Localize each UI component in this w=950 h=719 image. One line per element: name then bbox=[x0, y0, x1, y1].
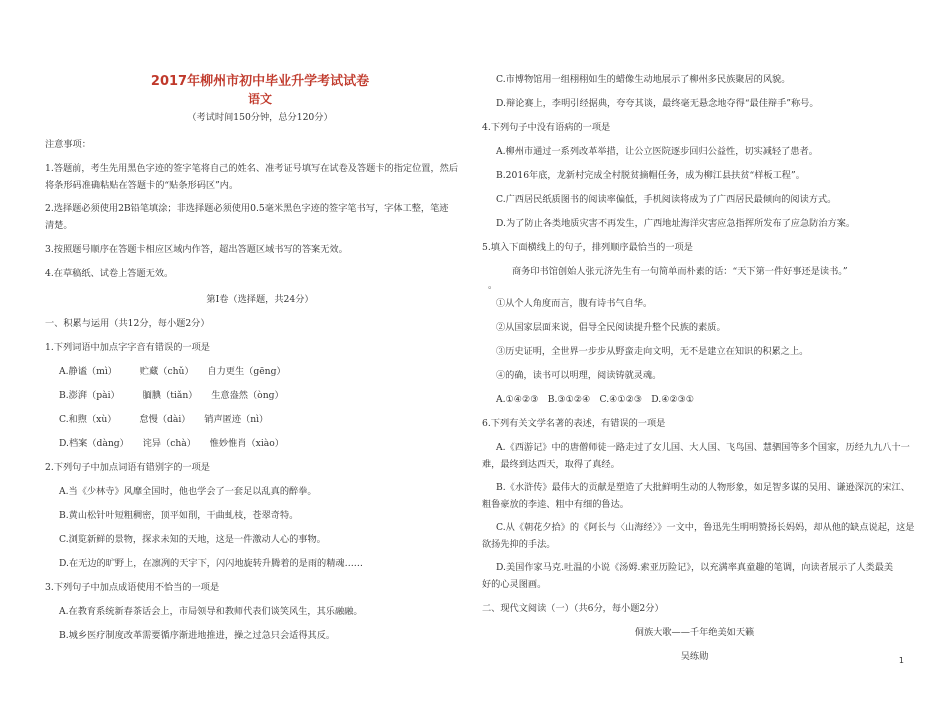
question-1-option-b: B.澎湃（pài） 腼腆（tiǎn） 生意盎然（ònɡ） bbox=[59, 390, 284, 401]
question-1-stem: 1.下列词语中加点字字音有错误的一项是 bbox=[45, 342, 210, 353]
question-2-option-a: A.当《少林寺》风靡全国时，他也学会了一套足以乱真的醉拳。 bbox=[59, 486, 317, 497]
question-6-option-d-line-1: D.美国作家马克.吐温的小说《汤姆.索亚历险记》，以充满率真童趣的笔调，向读者展示了人类最美 bbox=[496, 562, 894, 573]
exam-subject: 语文 bbox=[247, 92, 272, 106]
question-4-option-c: C.广西居民纸质图书的阅读率偏低，手机阅读将成为了广西居民最倾向的阅读方式。 bbox=[496, 194, 837, 205]
question-5-sentence-4: ④的确，读书可以明理，阅读铸就灵魂。 bbox=[496, 370, 662, 381]
question-2-stem: 2.下列句子中加点词语有错别字的一项是 bbox=[45, 462, 210, 473]
question-1-option-d: D.档案（dàng） 诧异（chà） 惟妙惟肖（xiào） bbox=[59, 438, 284, 449]
question-6-option-c-line-2: 欲扬先抑的手法。 bbox=[482, 539, 556, 550]
question-2-option-d: D.在无边的旷野上，在凛冽的天宇下，闪闪地旋转升腾着的是雨的精魂…… bbox=[59, 558, 363, 569]
question-5-options: A.①④②③ B.③①②④ C.④①②③ D.④②③① bbox=[496, 394, 695, 405]
question-3-option-d: D.辩论赛上，李明引经据典，夸夸其谈，最终毫无悬念地夺得“最佳辩手”称号。 bbox=[496, 98, 819, 109]
article-title: 侗族大歌——千年绝美如天籁 bbox=[634, 627, 755, 638]
question-6-option-b-line-2: 粗鲁豪放的李逵、粗中有细的鲁达。 bbox=[482, 499, 629, 510]
question-4-option-b: B.2016年底，龙新村完成全村脱贫摘帽任务，成为柳江县扶贫“样板工程”。 bbox=[496, 170, 805, 181]
question-5-sentence-1: ①从个人角度而言，腹有诗书气自华。 bbox=[496, 298, 653, 309]
notice-item-2-line-1: 2.选择题必须使用2B铅笔填涂；非选择题必须使用0.5毫米黑色字迹的签字笔书写，字体工整，笔迹 bbox=[45, 203, 449, 214]
question-3-stem: 3.下列句子中加点成语使用不恰当的一项是 bbox=[45, 582, 220, 593]
time-note: （考试时间150分钟，总分120分） bbox=[187, 112, 333, 123]
section-1-heading: 一、积累与运用（共12分，每小题2分） bbox=[45, 318, 210, 329]
question-5-passage: 商务印书馆创始人张元济先生有一句简单而朴素的话：“天下第一件好事还是读书。” bbox=[512, 266, 848, 277]
question-3-option-b: B.城乡医疗制度改革需要循序渐进地推进，操之过急只会适得其反。 bbox=[59, 630, 336, 641]
question-4-option-d: D.为了防止各类地质灾害不再发生，广西地址海洋灾害应急指挥所发布了应急防治方案。 bbox=[496, 218, 856, 229]
exam-title: 2017年柳州市初中毕业升学考试试卷 bbox=[150, 74, 370, 89]
question-6-option-c-line-1: C.从《朝花夕拾》的《阿长与〈山海经〉》一文中，鲁迅先生明明赞扬长妈妈，却从他的缺点说起，这是 bbox=[496, 522, 915, 533]
question-3-option-c: C.市博物馆用一组栩栩如生的蜡像生动地展示了柳州多民族聚居的风貌。 bbox=[496, 74, 791, 85]
question-4-stem: 4.下列句子中没有语病的一项是 bbox=[482, 122, 611, 133]
notice-item-1-line-1: 1.答题前，考生先用黑色字迹的签字笔将自己的姓名、准考证号填写在试卷及答题卡的指定位置，然后 bbox=[45, 163, 459, 174]
question-2-option-b: B.黄山松针叶短粗稠密，顶平如削，干曲虬枝，苍翠奇特。 bbox=[59, 510, 299, 521]
notice-item-3: 3.按照题号顺序在答题卡相应区域内作答，超出答题区域书写的答案无效。 bbox=[45, 244, 348, 255]
question-2-option-c: C.浏览新鲜的景物，探求未知的天地，这是一件激动人心的事物。 bbox=[59, 534, 326, 545]
question-4-option-a: A.柳州市通过一系列改革举措，让公立医院逐步回归公益性，切实减轻了患者。 bbox=[496, 146, 818, 157]
question-5-sentence-2: ②从国家层面来说，倡导全民阅读提升整个民族的素质。 bbox=[496, 322, 726, 333]
article-author: 吴练勋 bbox=[680, 651, 709, 662]
notice-item-4: 4.在草稿纸、试卷上答题无效。 bbox=[45, 268, 174, 279]
question-5-sentence-3: ③历史证明，全世界一步步从野蛮走向文明，无不是建立在知识的积累之上。 bbox=[496, 346, 809, 357]
section-2-heading: 二、现代文阅读（一）（共6分，每小题2分） bbox=[482, 603, 664, 614]
question-6-option-d-line-2: 好的心灵图画。 bbox=[482, 579, 547, 590]
question-1-option-c: C.和煦（xù） 怠慢（dài） 销声匿迹（nì） bbox=[59, 414, 269, 425]
question-6-option-a-line-1: A.《西游记》中的唐僧师徒一路走过了女儿国、大人国、飞鸟国、慧驷国等多个国家，历经九九八十一 bbox=[496, 442, 910, 453]
question-5-blank: 。 bbox=[488, 280, 498, 291]
notice-item-2-line-2: 清楚。 bbox=[45, 220, 73, 231]
question-6-option-a-line-2: 难，最终到达西天，取得了真经。 bbox=[482, 459, 620, 470]
question-6-option-b-line-1: B.《水浒传》最伟大的贡献是塑造了大批鲜明生动的人物形象，如足智多谋的吴用、谦逊深沉的宋江、 bbox=[496, 482, 910, 493]
question-3-option-a: A.在教育系统新春茶话会上，市局领导和教师代表们谈笑风生，其乐融融。 bbox=[59, 606, 363, 617]
page-number: 1 bbox=[898, 656, 904, 665]
notice-heading: 注意事项： bbox=[45, 139, 91, 150]
question-6-stem: 6.下列有关文学名著的表述，有错误的一项是 bbox=[482, 418, 666, 429]
question-5-stem: 5.填入下面横线上的句子，排列顺序最恰当的一项是 bbox=[482, 242, 693, 253]
part1-heading: 第Ⅰ卷（选择题，共24分） bbox=[206, 294, 314, 305]
notice-item-1-line-2: 将条形码准确粘贴在答题卡的“贴条形码区”内。 bbox=[45, 180, 239, 191]
question-1-option-a: A.静谧（mì） 贮藏（chǔ） 自力更生（gēng） bbox=[59, 366, 286, 377]
